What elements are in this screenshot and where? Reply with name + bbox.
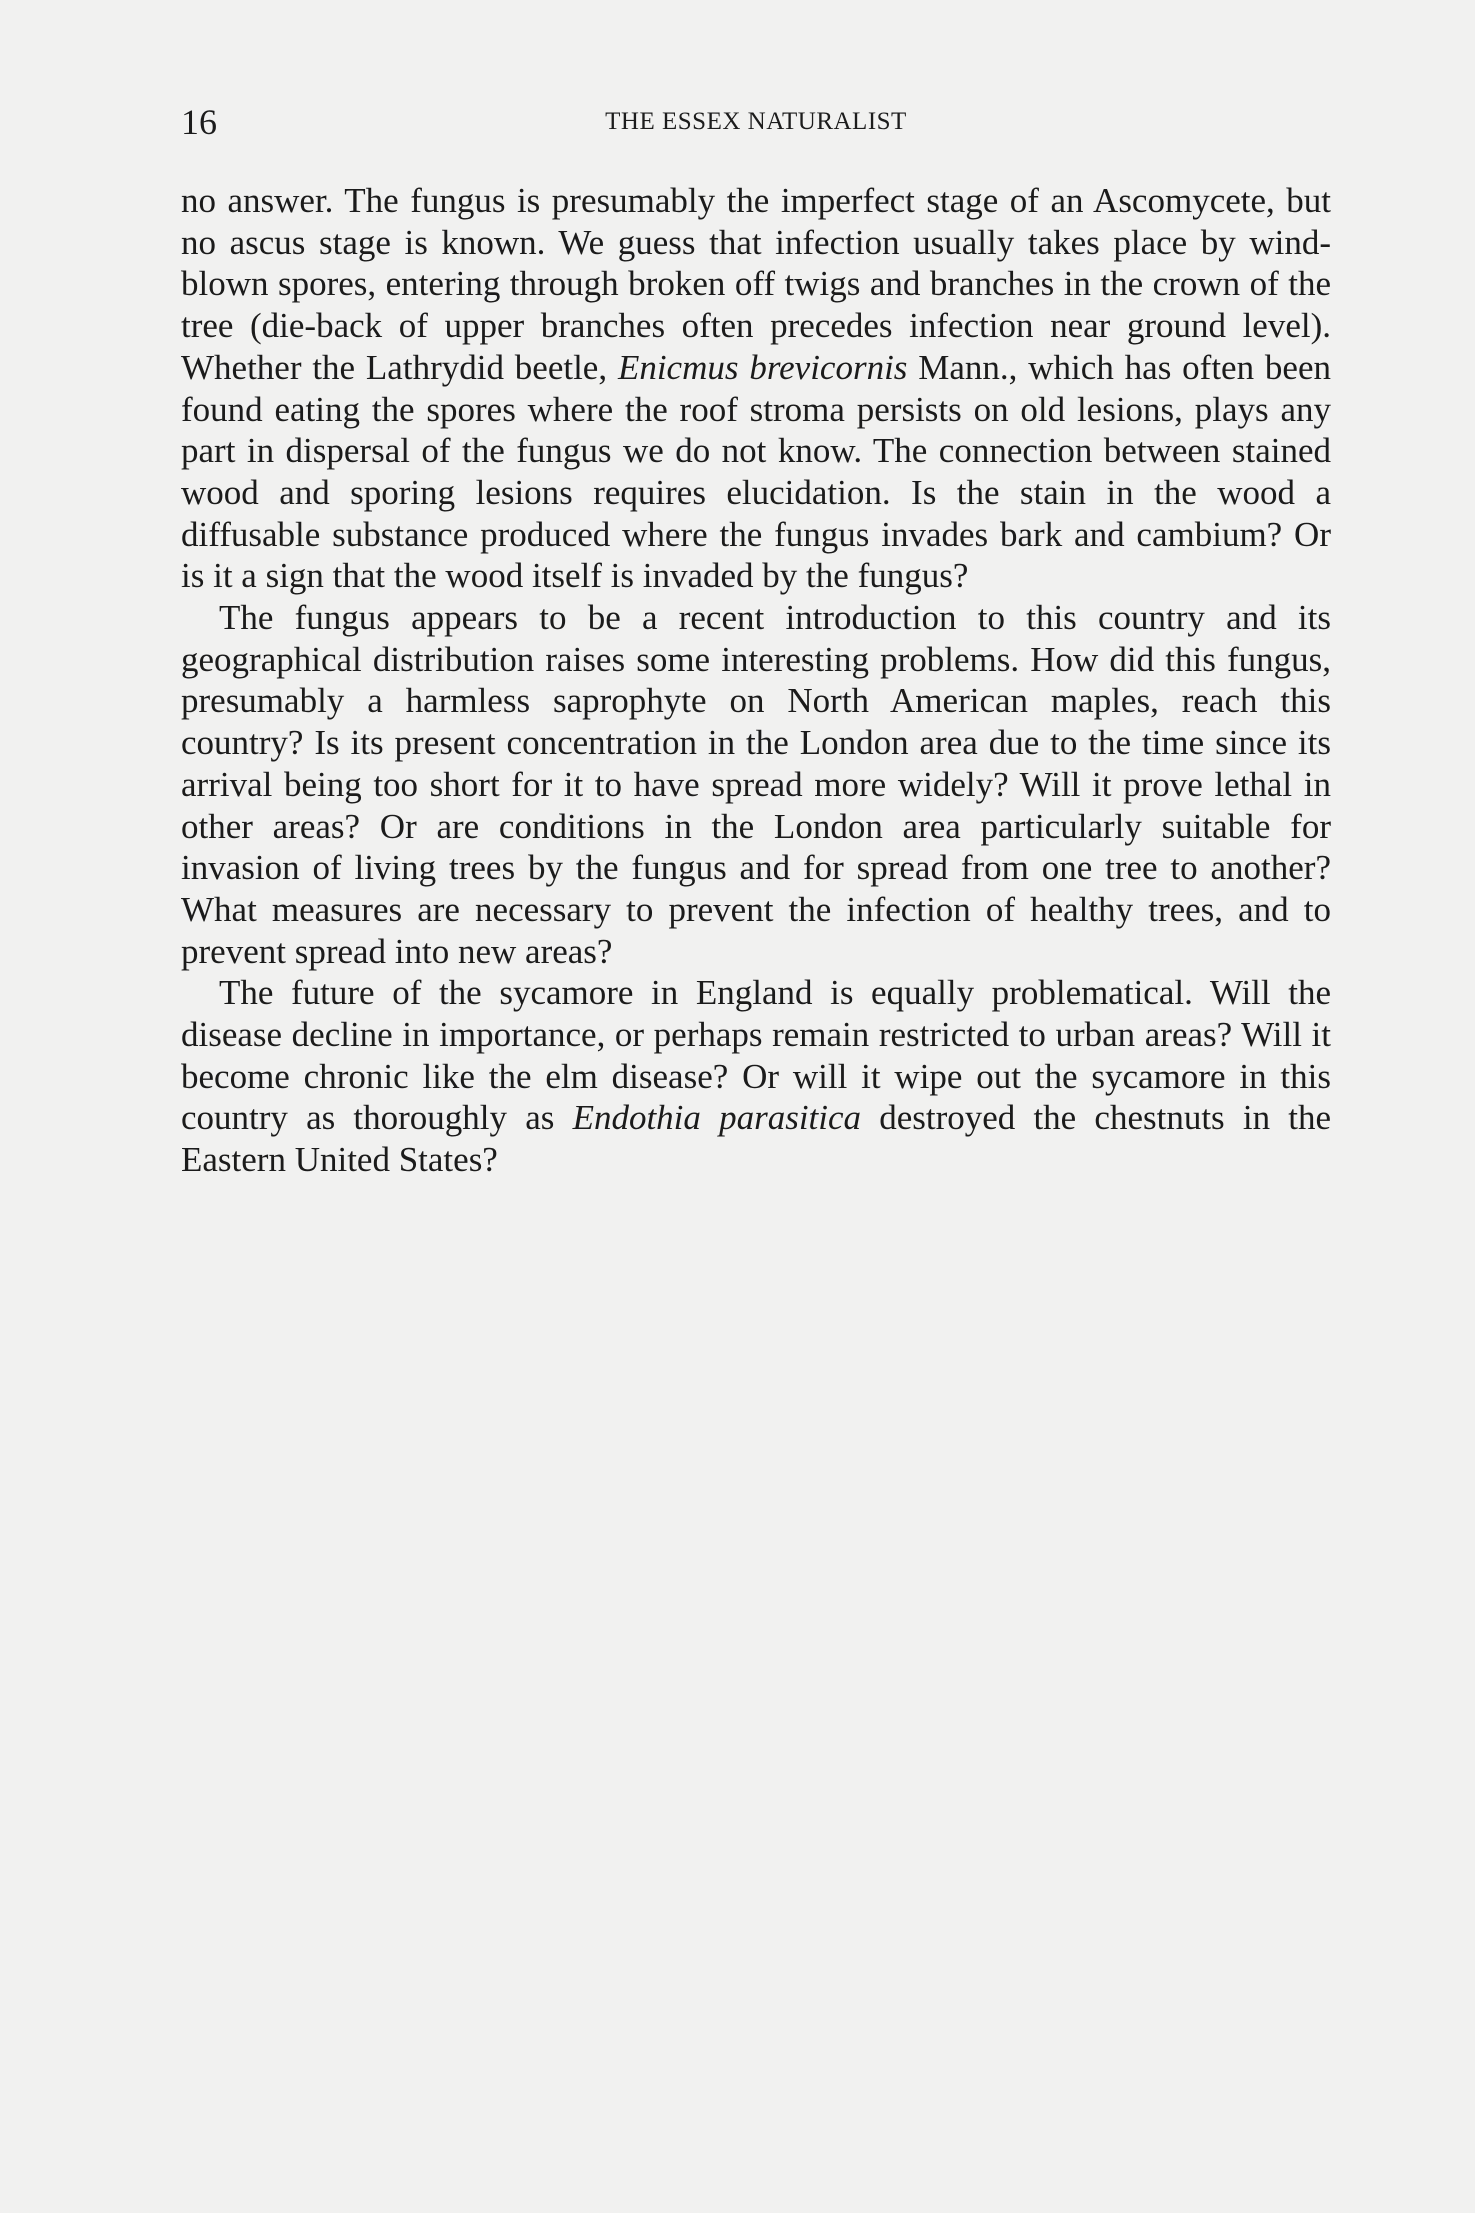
species-name-enicmus: Enicmus brevicornis [617,347,908,387]
paragraph-2: The fungus appears to be a recent introduction to this country and its geographical distribution raises some interesting problems. How did this fungus, presumably a harmless saprophyte on North American maples, reach this country? Is its present concentration in the London area due to the time since its arrival being too short for it to have spread more widely? Will it prove lethal in other areas? Or are conditions in the London area particularly suitable for invasion of living trees by the fungus and for spread from one tree to another? What measures are necessary to prevent the infection of healthy trees, and to prevent spread into new areas? [181,598,1331,971]
page-header [181,98,1331,146]
paragraph-3-text-b: destroyed the chestnuts in the Eastern United States? [181,1098,1332,1180]
species-name-endothia: Endothia parasitica [572,1098,862,1138]
paragraph-1 [181,180,1331,597]
page-number: 16 [181,102,217,142]
paragraph-3-text-a: The future of the sycamore in England is equally problematical. Will the disease decline in importance, or perhaps remain restricted to urban areas? Will it become chronic like the elm disease? Or will it wipe out the sycamore in this country as thoroughly as [181,973,1331,1138]
running-head: THE ESSEX NATURALIST [605,108,907,135]
body-text [181,180,1331,1181]
paragraph-1-text-a: no answer. The fungus is presumably the imperfect stage of an Ascomycete, but no ascus stage is known. We guess that infection usually takes place by wind-blown spores, entering through broken off twigs and branches in the crown of the tree (die-back of upper branches often precedes infection near ground level). Whether the Lathrydid beetle, [181,181,1331,387]
paragraph-1-text-b: Mann., which has often been found eating the spores where the roof stroma persists on old lesions, plays any part in dispersal of the fungus we do not know. The connection between stained wood and sporing lesions requires elucidation. Is the stain in the wood a diffusable substance produced where the fungus invades bark and cambium? Or is it a sign that the wood itself is invaded by the fungus? [181,347,1331,596]
paragraph-3 [181,972,1331,1181]
